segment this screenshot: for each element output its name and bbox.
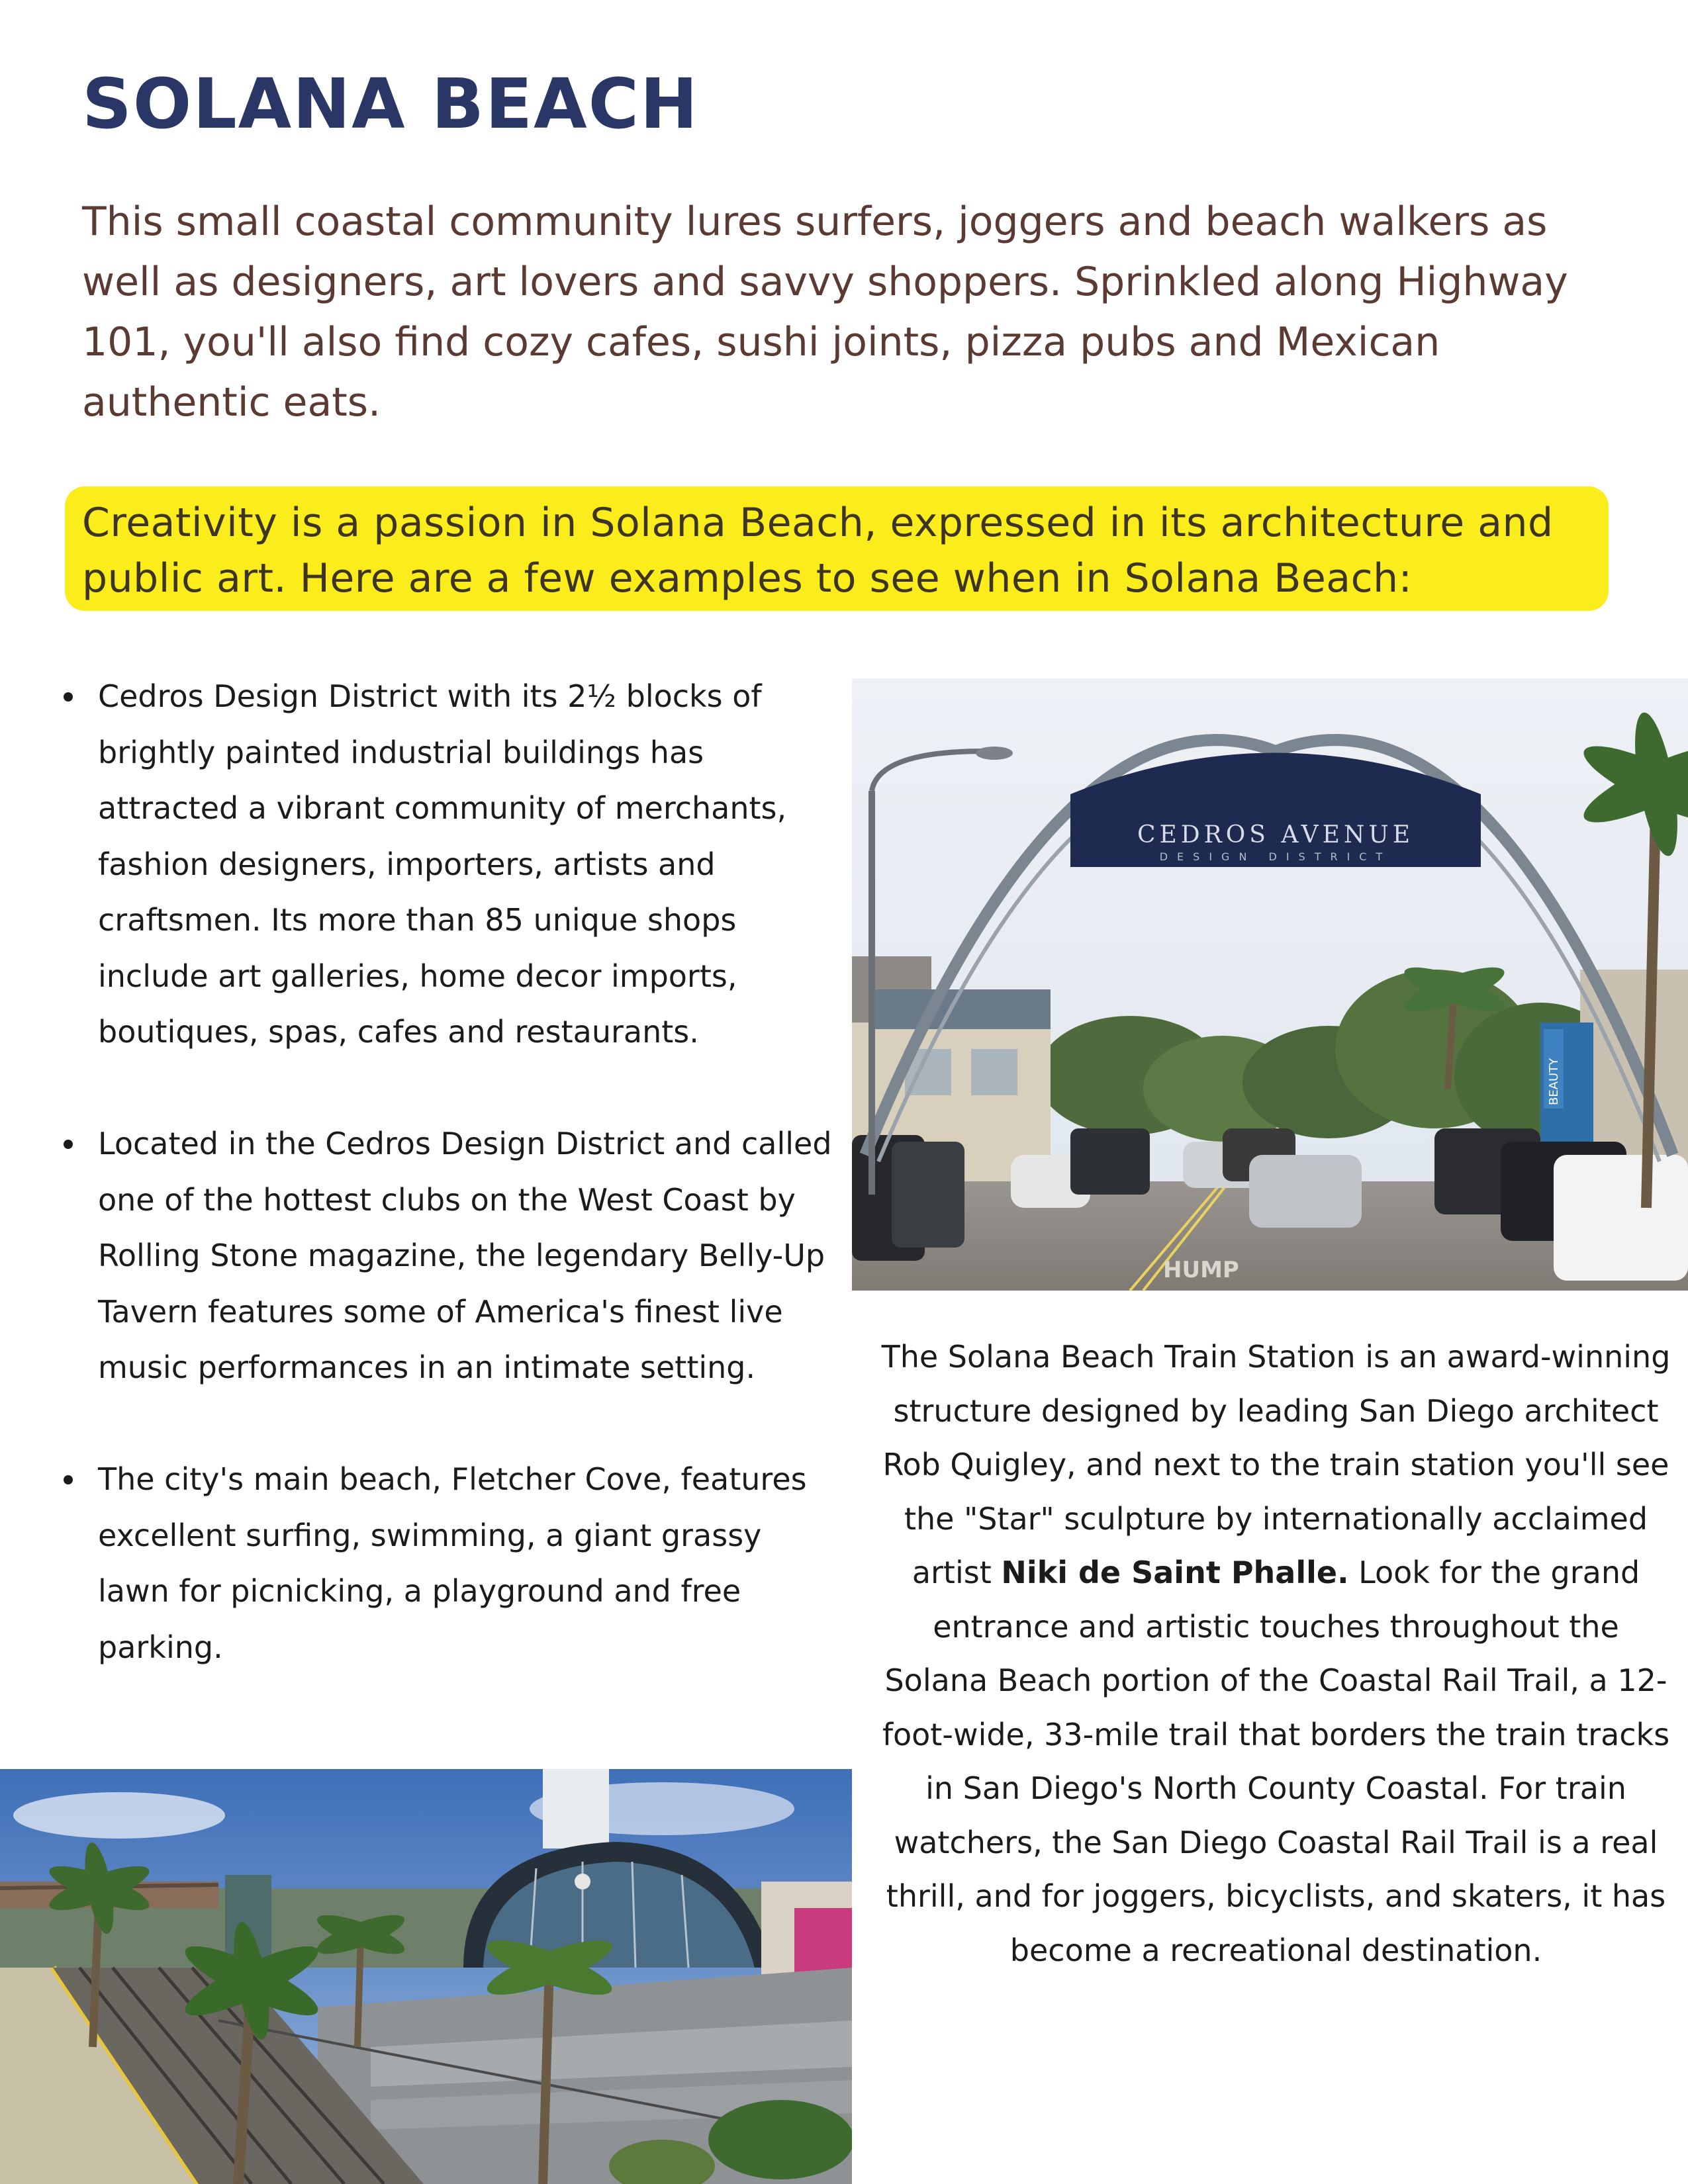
page-title: SOLANA BEACH [82, 64, 699, 144]
intro-paragraph: This small coastal community lures surfers, joggers and beach walkers as well as designers, art lovers and savvy shoppers. Sprinkled along Highway 101, you'll also find cozy cafes, sushi joints, pizza pubs and Mexican authentic eats. [82, 199, 1568, 426]
list-item-text: Cedros Design District with its 2½ blocks of brightly painted industrial buildings has attracted a vibrant community of merchants, fashion designers, importers, artists and craftsmen. Its more than 85 unique shops include art galleries, home decor imports, boutiques, spas, cafes and restaurants. [98, 678, 787, 1050]
list-item-belly-up [60, 1116, 841, 1396]
cedros-avenue-photo [852, 678, 1688, 1291]
bullet-icon [64, 1475, 73, 1484]
caption-text-after: Look for the grand entrance and artistic touches throughout the Solana Beach portion of the Coastal Rail Trail, a 12-foot-wide, 33-mile trail that borders the train tracks in San Diego's North County Coastal. For train watchers, the San Diego Coastal Rail Trail is a real thrill, and for joggers, bicyclists, and skaters, it has become a recreational destination. [882, 1555, 1670, 1968]
bullet-icon [64, 692, 73, 702]
banner-text: BEAUTY [1547, 1058, 1561, 1105]
sign-main-text: CEDROS AVENUE [1137, 821, 1415, 848]
list-item-text: The city's main beach, Fletcher Cove, features excellent surfing, swimming, a giant grassy lawn for picnicking, a playground and free parking. [98, 1461, 807, 1665]
bullet-icon [64, 1140, 73, 1149]
train-station-caption [880, 1330, 1671, 1978]
caption-artist-name: Niki de Saint Phalle. [1001, 1555, 1349, 1590]
list-item-fletcher-cove [60, 1451, 841, 1675]
attractions-list [60, 668, 841, 1731]
train-station-photo [0, 1769, 852, 2184]
road-marking-text: HUMP [1163, 1257, 1239, 1283]
highlight-text: Creativity is a passion in Solana Beach, expressed in its architecture and public art. Here are a few examples to see when in Solana Beach: [82, 500, 1554, 602]
sign-sub-text: DESIGN DISTRICT [1159, 850, 1392, 863]
list-item-cedros [60, 668, 841, 1060]
caption-text-before: The Solana Beach Train Station is an award-winning structure designed by leading San Diego architect Rob Quigley, and next to the train station you'll see the "Star" sculpture by internationally acclaimed artist [881, 1339, 1671, 1590]
list-item-text: Located in the Cedros Design District and called one of the hottest clubs on the West Coast by Rolling Stone magazine, the legendary Belly-Up Tavern features some of America's finest live music performances in an intimate setting. [98, 1126, 832, 1385]
